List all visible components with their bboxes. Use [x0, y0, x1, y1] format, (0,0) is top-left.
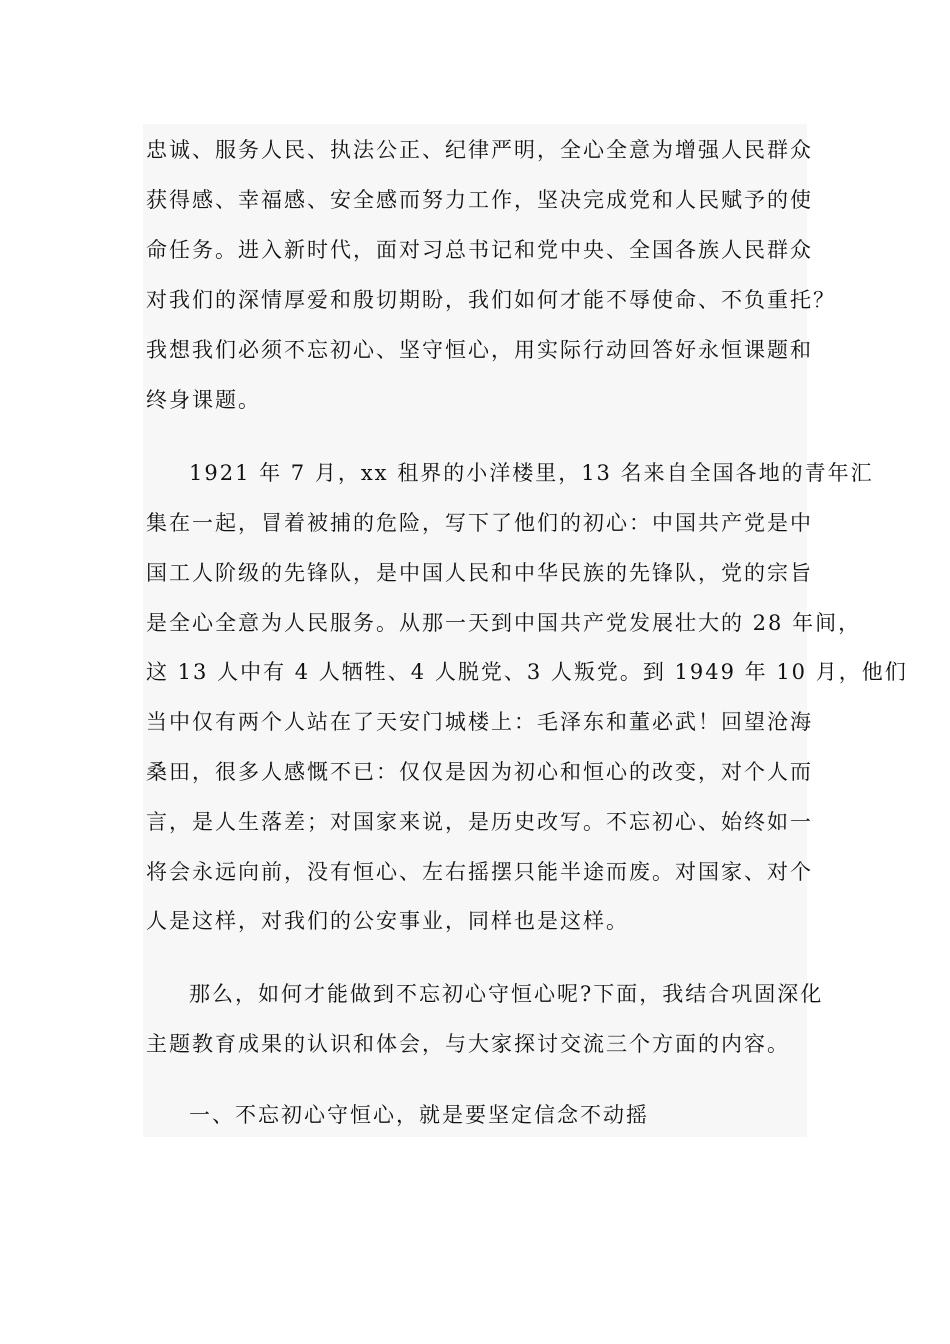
- paragraph-1-line-3: 命任务。进入新时代，面对习总书记和党中央、全国各族人民群众: [146, 238, 813, 262]
- paragraph-1-line-2: 获得感、幸福感、安全感而努力工作，坚决完成党和人民赋予的使: [146, 188, 813, 212]
- paragraph-2-line-6: 当中仅有两个人站在了天安门城楼上：毛泽东和董必武！回望沧海: [146, 710, 813, 734]
- section-heading: 一、不忘初心守恒心，就是要坚定信念不动摇: [189, 1103, 649, 1127]
- paragraph-2-line-1: 1921 年 7 月，xx 租界的小洋楼里，13 名来自全国各地的青年汇: [189, 461, 874, 485]
- paragraph-2-line-4: 是全心全意为人民服务。从那一天到中国共产党发展壮大的 28 年间，: [146, 611, 862, 635]
- paragraph-2-line-3: 国工人阶级的先锋队，是中国人民和中华民族的先锋队，党的宗旨: [146, 561, 813, 585]
- paragraph-2-line-2: 集在一起，冒着被捕的危险，写下了他们的初心：中国共产党是中: [146, 511, 813, 535]
- paragraph-2-line-10: 人是这样，对我们的公安事业，同样也是这样。: [146, 909, 629, 933]
- paragraph-1-line-6: 终身课题。: [146, 388, 261, 412]
- paragraph-2-line-9: 将会永远向前，没有恒心、左右摇摆只能半途而废。对国家、对个: [146, 860, 813, 884]
- paragraph-1-line-5: 我想我们必须不忘初心、坚守恒心，用实际行动回答好永恒课题和: [146, 338, 813, 362]
- paragraph-3-line-1: 那么，如何才能做到不忘初心守恒心呢?下面，我结合巩固深化: [189, 982, 824, 1006]
- paragraph-3-line-2: 主题教育成果的认识和体会，与大家探讨交流三个方面的内容。: [146, 1032, 790, 1056]
- paragraph-1-line-1: 忠诚、服务人民、执法公正、纪律严明，全心全意为增强人民群众: [146, 138, 813, 162]
- paragraph-2-line-8: 言，是人生落差；对国家来说，是历史改写。不忘初心、始终如一: [146, 810, 813, 834]
- paragraph-1-line-4: 对我们的深情厚爱和殷切期盼，我们如何才能不辱使命、不负重托？: [146, 288, 836, 312]
- paragraph-2-line-7: 桑田，很多人感慨不已：仅仅是因为初心和恒心的改变，对个人而: [146, 760, 813, 784]
- paragraph-2-line-5: 这 13 人中有 4 人牺牲、4 人脱党、3 人叛党。到 1949 年 10 月，他们: [146, 660, 908, 684]
